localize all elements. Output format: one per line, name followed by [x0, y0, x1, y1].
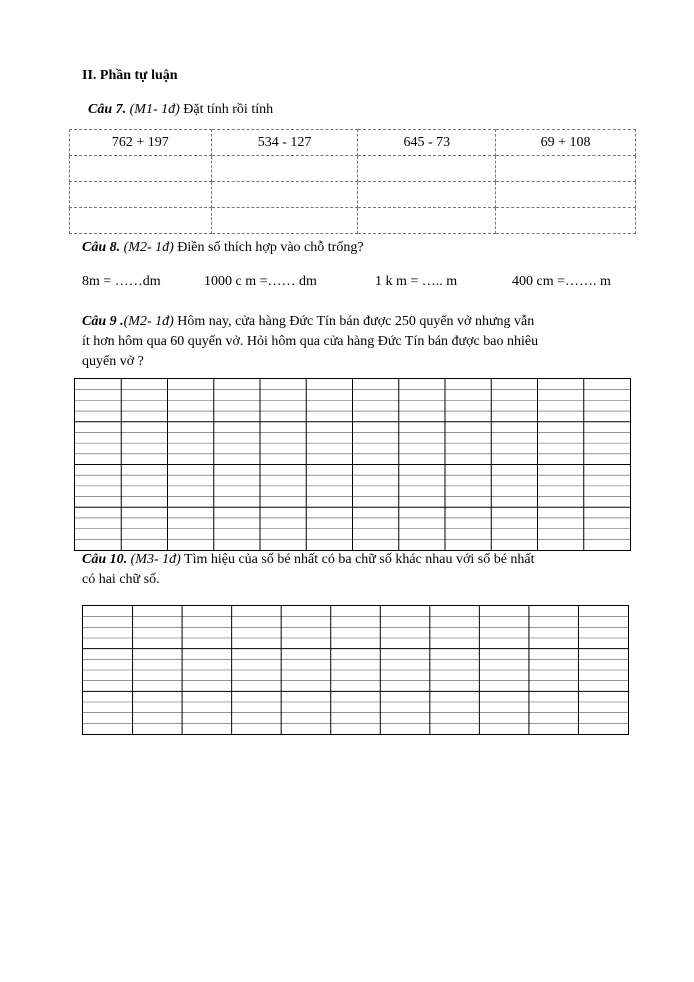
question-8-text: Điền số thích hợp vào chỗ trống? [177, 240, 364, 255]
question-7-points: (M1- 1đ) [129, 102, 180, 117]
conversion-item-2[interactable]: 1000 c m =…… dm [204, 274, 317, 289]
question-10-line-2: có hai chữ số. [82, 572, 160, 587]
work-cell[interactable] [358, 182, 496, 208]
question-9-line-2: ít hơn hôm qua 60 quyển vở. Hỏi hôm qua cửa hàng Đức Tín bán được bao nhiêu [82, 334, 539, 349]
question-7-label: Câu 7. [88, 102, 127, 117]
work-cell[interactable] [70, 208, 212, 234]
question-7 [88, 100, 273, 120]
calculation-3: 645 - 73 [358, 130, 496, 156]
work-cell[interactable] [358, 208, 496, 234]
question-9-line-1: Hôm nay, cửa hàng Đức Tín bán được 250 quyển vở nhưng vẫn [177, 314, 535, 329]
work-row [70, 182, 636, 208]
conversion-item-1[interactable]: 8m = ……dm [82, 274, 161, 289]
question-8 [82, 238, 364, 258]
question-10-label: Câu 10. [82, 552, 128, 567]
conversion-item-3[interactable]: 1 k m = ….. m [375, 274, 458, 289]
work-row [70, 156, 636, 182]
question-8-label: Câu 8. [82, 240, 121, 255]
section-title: II. Phần tự luận [82, 68, 178, 83]
work-row [70, 208, 636, 234]
work-cell[interactable] [496, 182, 636, 208]
answer-grid-question-9[interactable] [74, 378, 631, 551]
question-9-points: (M2- 1đ) [123, 314, 174, 329]
conversion-item-4[interactable]: 400 cm =……. m [512, 274, 611, 289]
question-10-points: (M3- 1đ) [130, 552, 181, 567]
question-10 [82, 550, 642, 590]
work-cell[interactable] [211, 156, 358, 182]
calculation-4: 69 + 108 [496, 130, 636, 156]
answer-grid-question-10[interactable] [82, 605, 629, 735]
question-9 [82, 312, 642, 372]
work-cell[interactable] [70, 182, 212, 208]
question-7-text: Đặt tính rồi tính [183, 102, 274, 117]
calculation-row [70, 130, 636, 156]
calculation-2: 534 - 127 [211, 130, 358, 156]
question-9-line-3: quyển vở ? [82, 354, 144, 369]
question-8-points: (M2- 1đ) [123, 240, 174, 255]
work-cell[interactable] [211, 208, 358, 234]
question-10-line-1: Tìm hiệu của số bé nhất có ba chữ số khác nhau với số bé nhất [184, 552, 535, 567]
work-cell[interactable] [70, 156, 212, 182]
question-9-label: Câu 9 . [82, 314, 124, 329]
work-cell[interactable] [496, 156, 636, 182]
work-cell[interactable] [211, 182, 358, 208]
calculation-table [69, 129, 636, 234]
work-cell[interactable] [496, 208, 636, 234]
work-cell[interactable] [358, 156, 496, 182]
calculation-1: 762 + 197 [70, 130, 212, 156]
